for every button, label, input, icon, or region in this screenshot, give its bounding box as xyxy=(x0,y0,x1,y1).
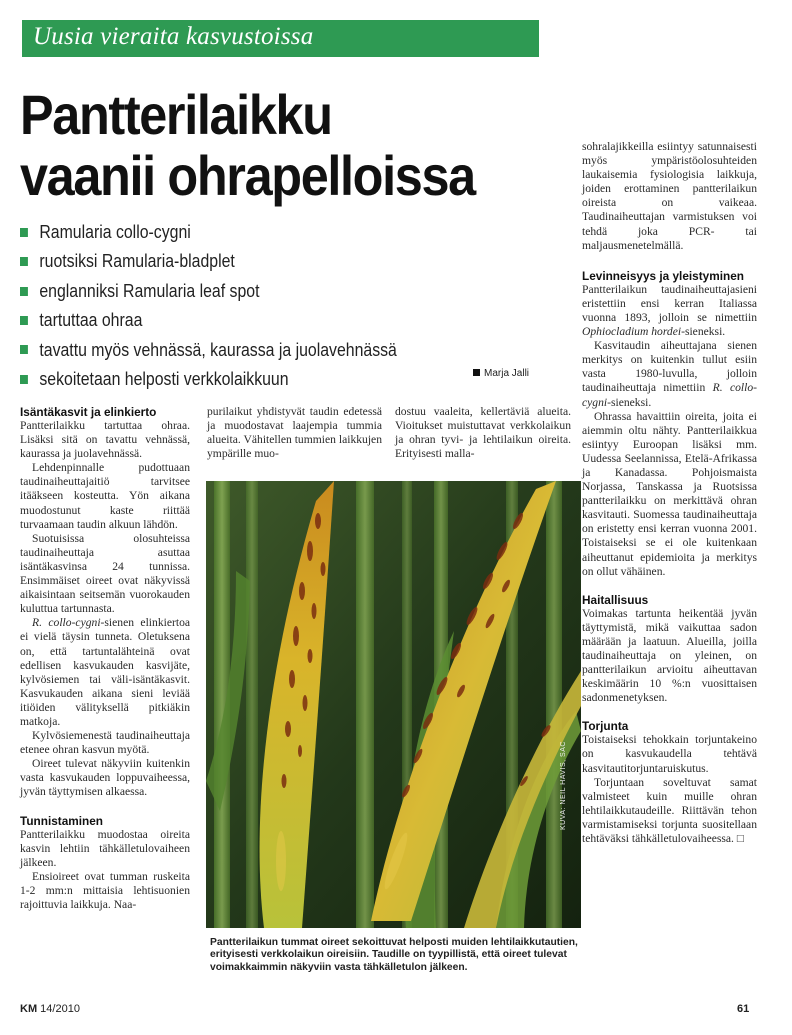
paragraph: Pantterilaikku tartuttaa ohraa. Lisäksi sitä on tavattu vehnässä, kaurassa ja juolavehnässä. xyxy=(20,419,190,461)
text-column-3 xyxy=(395,405,571,461)
text-column-4 xyxy=(582,140,757,846)
photo-caption: Pantterilaikun tummat oireet sekoittuvat helposti muiden lehtilaikkutautien, erityisesti verkkolaikun oireisiin. Taudille on tyypillistä, että oireet tulevat voimakkaimmin näkyviin vasta tähkälletulon jälkeen. xyxy=(210,937,578,973)
barley-leaves-illustration xyxy=(206,481,581,928)
subheading-distribution: Levinneisyys ja yleistyminen xyxy=(582,268,744,283)
paragraph: Oireet tulevat näkyviin kuitenkin vasta kasvukauden loppuvaiheessa, jyvän täyttymisen alkaessa. xyxy=(20,757,190,799)
paragraph: Pantterilaikku muodostaa oireita kasvin lehtiin tähkälletulovaiheen jälkeen. xyxy=(20,827,190,869)
subheading-control: Torjunta xyxy=(582,719,629,734)
paragraph: Kylvösiemenestä taudinaiheuttaja etenee ohran kasvun myötä. xyxy=(20,729,190,757)
text-column-1 xyxy=(20,405,190,912)
paragraph: purilaikut yhdistyvät taudin edetessä ja muodostavat laajempia tummia alueita. Vähitellen tummien laikkujen ympärille muo- xyxy=(207,405,382,461)
subheading-harmfulness: Haitallisuus xyxy=(582,592,649,607)
green-square-bullet-icon xyxy=(20,375,28,384)
headline-line-1: Pantterilaikku xyxy=(20,83,332,146)
fact-bullet: sekoitetaan helposti verkkolaikkuun xyxy=(20,365,397,394)
paragraph: Voimakas tartunta heikentää jyvän täyttymistä, mikä vaikuttaa sadon määrään ja laatuun. Alueilla, joilla taudinaiheuttaja on yleinen, on pantterilaikun arvioitu aiheuttavan keskimäärin 10 %:n vuosittaisen sadonmenetyksen. xyxy=(582,606,757,705)
black-square-icon xyxy=(473,369,480,376)
footer-issue xyxy=(20,1003,80,1015)
paragraph: Suotuisissa olosuhteissa taudinaiheuttaja asuttaa isäntäkasvinsa 24 tunnissa. Ensimmäiset oireet ovat näkyvissä aikaisintaan seitsemän vuorokauden kuluttua tartunnasta. xyxy=(20,531,190,616)
green-square-bullet-icon xyxy=(20,345,28,354)
paragraph: Toistaiseksi tehokkain torjuntakeino on kasvukaudella tehtävä kasvitautitorjuntaruiskutus. xyxy=(582,733,757,775)
page-number: 61 xyxy=(737,1003,750,1015)
paragraph: sohralajikkeilla esiintyy satunnaisesti myös ympäristöolosuhteiden laukaisemia fysiologisia laikkuja, joiden erottaminen pantterilaikun oireista on vaikeaa. Taudinaiheuttajan varmistuksen voi tehdä joka PCR- tai maljausmenetelmällä. xyxy=(582,140,757,252)
author-byline: Marja Jalli xyxy=(473,368,529,379)
fact-bullet: Ramularia collo-cygni xyxy=(20,218,397,247)
headline-line-2: vaanii ohrapelloissa xyxy=(20,144,475,207)
barley-leaf-photo xyxy=(206,481,581,928)
paragraph: Pantterilaikun taudinaiheuttajasieni eristettiin ensi kerran Italiassa vuonna 1893, jolloin se nimettiin Ophiocladium hordei-sieneksi. xyxy=(582,282,757,339)
article-headline xyxy=(20,84,506,206)
fact-bullet-list xyxy=(20,218,448,394)
paragraph: Torjuntaan soveltuvat samat valmisteet kuin muille ohran lehtilaikkutaudeille. Riittävän tehon varmistamiseksi torjunta suositellaan tehtäväksi tähkälletulovaiheessa. □ xyxy=(582,775,757,846)
subheading-identification: Tunnistaminen xyxy=(20,813,104,828)
fact-bullet: englanniksi Ramularia leaf spot xyxy=(20,277,397,306)
fact-bullet: ruotsiksi Ramularia-bladplet xyxy=(20,247,397,276)
fact-bullet: tavattu myös vehnässä, kaurassa ja juolavehnässä xyxy=(20,336,397,365)
fact-bullet: tartuttaa ohraa xyxy=(20,306,397,335)
paragraph: Ensioireet ovat tumman ruskeita 1-2 mm:n mittaisia lehtisuonien rajoittuvia laikkuja. Naa- xyxy=(20,869,190,911)
section-banner-text: Uusia vieraita kasvustoissa xyxy=(33,23,314,50)
green-square-bullet-icon xyxy=(20,316,28,325)
magazine-name: KM xyxy=(20,1003,38,1015)
photo-credit: KUVA: NEIL HAVIS, SAC xyxy=(560,741,567,830)
green-square-bullet-icon xyxy=(20,228,28,237)
paragraph: Lehdenpinnalle pudottuaan taudinaiheuttajaitiö tarvitsee itääkseen kosteutta. Yön aikana muodostunut kaste riittää turvaamaan taudin alkuun lähdön. xyxy=(20,461,190,531)
paragraph: R. collo-cygni-sienen elinkiertoa ei vielä täysin tunneta. Oletuksena on, että tartuntalähteinä ovat edellisen kasvukauden kasvijäte, kylvösiemen tai väli-isäntäkasvit. Kasvukauden aikana sieni leviää itiöiden välityksellä pitkiäkin matkoja. xyxy=(20,616,191,728)
paragraph: Ohrassa havaittiin oireita, joita ei aiemmin oltu nähty. Pantterilaikkua esiintyy Euroopan lisäksi mm. Uudessa Seelannissa, Etelä-Afrikassa ja Kanadassa. Pohjoismaista Norjassa, Tanskassa ja Ruotsissa pantterilaikku on merkittävä ohran kasvitauti. Suomessa taudinaiheuttaja on eristetty ensi kerran vuonna 2001. Toistaiseksi se ei ole kuitenkaan aiheuttanut epidemioita ja merkitys on ollut vähäinen. xyxy=(582,409,757,578)
subheading-host-plants: Isäntäkasvit ja elinkierto xyxy=(20,405,157,419)
green-square-bullet-icon xyxy=(20,257,28,266)
paragraph: Kasvitaudin aiheuttajana sienen merkitys on kuitenkin tullut esiin vasta 1980-luvulla, jolloin taudinaiheuttaja nimettiin R. collo-cygni-sieneksi. xyxy=(582,339,758,409)
text-column-2 xyxy=(207,405,382,461)
paragraph: dostuu vaaleita, kellertäviä alueita. Vioitukset muistuttavat verkkolaikun ja ohran tyvi- ja lehtilaikun oireita. Erityisesti malla- xyxy=(395,405,571,461)
green-square-bullet-icon xyxy=(20,287,28,296)
section-banner xyxy=(22,20,539,57)
issue-number: 14/2010 xyxy=(40,1003,80,1015)
